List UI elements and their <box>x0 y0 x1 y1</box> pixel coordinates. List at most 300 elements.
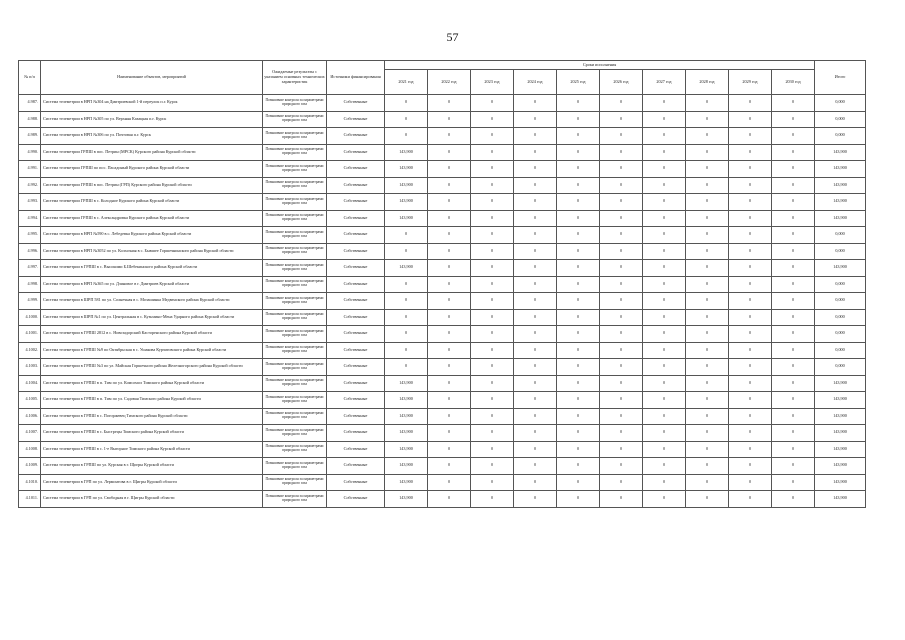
year-value-cell: 0 <box>557 177 600 194</box>
year-value-cell: 0 <box>686 458 729 475</box>
year-value-cell: 0 <box>557 95 600 112</box>
expected-result-cell: Повышение контроля за параметрами природного газа <box>263 95 327 112</box>
funding-source-cell: Собственные <box>327 326 385 343</box>
expected-result-cell: Повышение контроля за параметрами природного газа <box>263 392 327 409</box>
year-value-cell: 0 <box>428 260 471 277</box>
expected-result-cell: Повышение контроля за параметрами природного газа <box>263 227 327 244</box>
expected-result-cell: Повышение контроля за параметрами природного газа <box>263 342 327 359</box>
year-value-cell: 0 <box>686 425 729 442</box>
year-value-cell: 0 <box>600 111 643 128</box>
row-number-cell: 4.990. <box>19 144 41 161</box>
year-value-cell: 0 <box>557 210 600 227</box>
year-value-cell: 0 <box>686 144 729 161</box>
year-value-cell: 0 <box>772 375 815 392</box>
year-value-cell: 0 <box>514 359 557 376</box>
total-cell: 143,900 <box>815 161 866 178</box>
year-value-cell: 0 <box>428 326 471 343</box>
expected-result-cell: Повышение контроля за параметрами природного газа <box>263 474 327 491</box>
table-row <box>19 458 866 475</box>
year-value-cell: 0 <box>772 260 815 277</box>
year-value-cell: 0 <box>471 326 514 343</box>
expected-result-cell: Повышение контроля за параметрами природного газа <box>263 441 327 458</box>
object-name-cell: Система телеметрии в НРП №3052 по ул. Колхозная в с. Бывшее Горшечнинского района Курской области <box>41 243 263 260</box>
expected-result-cell: Повышение контроля за параметрами природного газа <box>263 425 327 442</box>
total-cell: 143,900 <box>815 474 866 491</box>
year-value-cell: 0 <box>471 144 514 161</box>
row-number-cell: 4.1009. <box>19 458 41 475</box>
row-number-cell: 4.1004. <box>19 375 41 392</box>
year-value-cell: 0 <box>471 95 514 112</box>
expected-result-cell: Повышение контроля за параметрами природного газа <box>263 458 327 475</box>
year-value-cell: 0 <box>772 441 815 458</box>
funding-source-cell: Собственные <box>327 392 385 409</box>
year-value-cell: 0 <box>428 210 471 227</box>
year-value-cell: 0 <box>643 441 686 458</box>
year-value-cell: 0 <box>686 375 729 392</box>
year-value-cell: 0 <box>428 194 471 211</box>
year-value-cell: 0 <box>514 491 557 508</box>
year-value-cell: 0 <box>643 177 686 194</box>
year-value-cell: 0 <box>643 326 686 343</box>
year-value-cell: 0 <box>729 326 772 343</box>
expected-result-cell: Повышение контроля за параметрами природного газа <box>263 128 327 145</box>
year-value-cell: 143,900 <box>385 210 428 227</box>
year-value-cell: 0 <box>557 474 600 491</box>
header-year: 2023 год <box>471 70 514 95</box>
year-value-cell: 0 <box>643 161 686 178</box>
object-name-cell: Система телеметрии в ГРПШ по ул. Курская в г. Щигры Курской области <box>41 458 263 475</box>
year-value-cell: 0 <box>385 95 428 112</box>
object-name-cell: Система телеметрии в ШРП 581 по ул. Солнечная в с. Мозашинка Медвенского района Курской области <box>41 293 263 310</box>
total-cell: 143,900 <box>815 177 866 194</box>
object-name-cell: Система телеметрии в НРП №305 по ул. Верхняя Казацкая п.г. Курск <box>41 111 263 128</box>
object-name-cell: Система телеметрии в ГРПШ в с. 1-е Выгорное Тимского района Курской области <box>41 441 263 458</box>
header-num: № п/п <box>19 61 41 95</box>
year-value-cell: 0 <box>428 359 471 376</box>
year-value-cell: 0 <box>772 95 815 112</box>
year-value-cell: 0 <box>772 359 815 376</box>
year-value-cell: 0 <box>643 491 686 508</box>
year-value-cell: 0 <box>729 243 772 260</box>
object-name-cell: Система телеметрии ГРПШ в пос. Петрин (МРСК) Курского района Курской области <box>41 144 263 161</box>
year-value-cell: 0 <box>643 128 686 145</box>
year-value-cell: 0 <box>643 408 686 425</box>
year-value-cell: 0 <box>772 128 815 145</box>
header-years-group: Сроки исполнения <box>385 61 815 70</box>
year-value-cell: 0 <box>600 425 643 442</box>
total-cell: 0,000 <box>815 276 866 293</box>
year-value-cell: 0 <box>772 425 815 442</box>
funding-source-cell: Собственные <box>327 111 385 128</box>
year-value-cell: 0 <box>600 243 643 260</box>
year-value-cell: 0 <box>385 243 428 260</box>
year-value-cell: 0 <box>729 227 772 244</box>
header-year: 2024 год <box>514 70 557 95</box>
total-cell: 0,000 <box>815 95 866 112</box>
total-cell: 143,900 <box>815 441 866 458</box>
year-value-cell: 0 <box>643 194 686 211</box>
year-value-cell: 0 <box>385 342 428 359</box>
year-value-cell: 0 <box>428 111 471 128</box>
funding-source-cell: Собственные <box>327 276 385 293</box>
year-value-cell: 0 <box>772 161 815 178</box>
year-value-cell: 0 <box>385 128 428 145</box>
table-body <box>19 95 866 508</box>
year-value-cell: 0 <box>471 194 514 211</box>
object-name-cell: Система телеметрии ГРПШ в с. Александровка Курского района Курской области <box>41 210 263 227</box>
year-value-cell: 0 <box>600 408 643 425</box>
expected-result-cell: Повышение контроля за параметрами природного газа <box>263 260 327 277</box>
year-value-cell: 0 <box>686 128 729 145</box>
year-value-cell: 0 <box>729 474 772 491</box>
year-value-cell: 0 <box>471 359 514 376</box>
expected-result-cell: Повышение контроля за параметрами природного газа <box>263 243 327 260</box>
year-value-cell: 0 <box>686 491 729 508</box>
year-value-cell: 0 <box>600 276 643 293</box>
object-name-cell: Система телеметрии в ГРПШ 2812 в с. Новозадорский Касторенского района Курской области <box>41 326 263 343</box>
year-value-cell: 0 <box>471 276 514 293</box>
year-value-cell: 0 <box>471 161 514 178</box>
year-value-cell: 143,900 <box>385 491 428 508</box>
expected-result-cell: Повышение контроля за параметрами природного газа <box>263 210 327 227</box>
total-cell: 143,900 <box>815 210 866 227</box>
expected-result-cell: Повышение контроля за параметрами природного газа <box>263 161 327 178</box>
year-value-cell: 0 <box>557 260 600 277</box>
header-year: 2025 год <box>557 70 600 95</box>
year-value-cell: 0 <box>428 342 471 359</box>
year-value-cell: 143,900 <box>385 144 428 161</box>
table-row <box>19 227 866 244</box>
year-value-cell: 0 <box>643 227 686 244</box>
year-value-cell: 0 <box>428 144 471 161</box>
year-value-cell: 0 <box>686 326 729 343</box>
year-value-cell: 0 <box>514 474 557 491</box>
total-cell: 143,900 <box>815 375 866 392</box>
year-value-cell: 0 <box>600 359 643 376</box>
year-value-cell: 0 <box>385 359 428 376</box>
year-value-cell: 0 <box>557 227 600 244</box>
year-value-cell: 0 <box>686 293 729 310</box>
funding-source-cell: Собственные <box>327 491 385 508</box>
year-value-cell: 0 <box>428 474 471 491</box>
year-value-cell: 0 <box>643 260 686 277</box>
year-value-cell: 0 <box>643 458 686 475</box>
year-value-cell: 0 <box>729 425 772 442</box>
table-row <box>19 161 866 178</box>
year-value-cell: 143,900 <box>385 194 428 211</box>
object-name-cell: Система телеметрии в НРП №306 по ул. Почтовая п.г. Курск <box>41 128 263 145</box>
expected-result-cell: Повышение контроля за параметрами природного газа <box>263 491 327 508</box>
year-value-cell: 0 <box>729 194 772 211</box>
object-name-cell: Система телеметрии в ГРПШ №3 по ул. Майская Горшечного района Железногорского района Курской области <box>41 359 263 376</box>
expected-result-cell: Повышение контроля за параметрами природного газа <box>263 359 327 376</box>
row-number-cell: 4.988. <box>19 111 41 128</box>
year-value-cell: 0 <box>643 276 686 293</box>
year-value-cell: 0 <box>557 392 600 409</box>
row-number-cell: 4.991. <box>19 161 41 178</box>
year-value-cell: 0 <box>600 491 643 508</box>
year-value-cell: 0 <box>772 210 815 227</box>
year-value-cell: 0 <box>600 326 643 343</box>
total-cell: 143,900 <box>815 425 866 442</box>
row-number-cell: 4.993. <box>19 194 41 211</box>
year-value-cell: 0 <box>772 111 815 128</box>
investment-program-table <box>18 60 866 508</box>
year-value-cell: 0 <box>514 243 557 260</box>
expected-result-cell: Повышение контроля за параметрами природного газа <box>263 194 327 211</box>
total-cell: 0,000 <box>815 111 866 128</box>
total-cell: 0,000 <box>815 128 866 145</box>
year-value-cell: 0 <box>514 95 557 112</box>
year-value-cell: 0 <box>686 177 729 194</box>
year-value-cell: 0 <box>643 293 686 310</box>
year-value-cell: 0 <box>471 111 514 128</box>
year-value-cell: 0 <box>471 260 514 277</box>
year-value-cell: 0 <box>557 293 600 310</box>
year-value-cell: 0 <box>514 161 557 178</box>
year-value-cell: 0 <box>471 309 514 326</box>
table-row <box>19 293 866 310</box>
year-value-cell: 0 <box>471 441 514 458</box>
year-value-cell: 0 <box>772 194 815 211</box>
year-value-cell: 0 <box>557 441 600 458</box>
expected-result-cell: Повышение контроля за параметрами природного газа <box>263 309 327 326</box>
year-value-cell: 0 <box>471 491 514 508</box>
object-name-cell: Система телеметрии в ГРПШ в с. Высокими Б.Шебекинского района Курской области <box>41 260 263 277</box>
year-value-cell: 0 <box>557 342 600 359</box>
table-row <box>19 111 866 128</box>
table-row <box>19 375 866 392</box>
year-value-cell: 0 <box>729 392 772 409</box>
year-value-cell: 0 <box>557 243 600 260</box>
total-cell: 143,900 <box>815 260 866 277</box>
year-value-cell: 0 <box>729 441 772 458</box>
year-value-cell: 0 <box>729 359 772 376</box>
year-value-cell: 0 <box>686 243 729 260</box>
funding-source-cell: Собственные <box>327 408 385 425</box>
row-number-cell: 4.999. <box>19 293 41 310</box>
year-value-cell: 0 <box>643 425 686 442</box>
object-name-cell: Система телеметрии ГРПШ в с. Колодное Курского района Курской области <box>41 194 263 211</box>
funding-source-cell: Собственные <box>327 342 385 359</box>
year-value-cell: 0 <box>514 309 557 326</box>
year-value-cell: 0 <box>428 491 471 508</box>
total-cell: 143,900 <box>815 408 866 425</box>
year-value-cell: 0 <box>729 95 772 112</box>
funding-source-cell: Собственные <box>327 359 385 376</box>
table-row <box>19 243 866 260</box>
row-number-cell: 4.992. <box>19 177 41 194</box>
year-value-cell: 0 <box>385 111 428 128</box>
year-value-cell: 0 <box>471 392 514 409</box>
header-year: 2027 год <box>643 70 686 95</box>
page-number: 57 <box>446 30 459 44</box>
year-value-cell: 0 <box>471 408 514 425</box>
year-value-cell: 0 <box>729 111 772 128</box>
table-row <box>19 408 866 425</box>
year-value-cell: 0 <box>557 194 600 211</box>
header-year: 2030 год <box>772 70 815 95</box>
year-value-cell: 0 <box>643 309 686 326</box>
row-number-cell: 4.1002. <box>19 342 41 359</box>
year-value-cell: 0 <box>686 342 729 359</box>
year-value-cell: 0 <box>686 441 729 458</box>
year-value-cell: 0 <box>643 144 686 161</box>
row-number-cell: 4.1011. <box>19 491 41 508</box>
year-value-cell: 0 <box>428 293 471 310</box>
year-value-cell: 0 <box>686 210 729 227</box>
object-name-cell: Система телеметрии в НРП №304 на Дмитриевской 1-й переулок п.г. Курск <box>41 95 263 112</box>
year-value-cell: 0 <box>600 441 643 458</box>
table-row <box>19 342 866 359</box>
header-result: Ожидаемые результаты с указанием основных технических характеристик <box>263 61 327 95</box>
year-value-cell: 0 <box>514 260 557 277</box>
year-value-cell: 0 <box>643 474 686 491</box>
expected-result-cell: Повышение контроля за параметрами природного газа <box>263 111 327 128</box>
object-name-cell: Система телеметрии в НРП №365 по ул. Дзиновое в г. Дмитриев Курской области <box>41 276 263 293</box>
year-value-cell: 0 <box>385 326 428 343</box>
year-value-cell: 0 <box>514 326 557 343</box>
year-value-cell: 0 <box>643 342 686 359</box>
object-name-cell: Система телеметрии в ГРПШ в с. Быстрецы Тимского района Курской области <box>41 425 263 442</box>
table-row <box>19 425 866 442</box>
funding-source-cell: Собственные <box>327 309 385 326</box>
year-value-cell: 0 <box>557 161 600 178</box>
year-value-cell: 0 <box>385 293 428 310</box>
year-value-cell: 0 <box>600 128 643 145</box>
funding-source-cell: Собственные <box>327 375 385 392</box>
year-value-cell: 0 <box>557 458 600 475</box>
row-number-cell: 4.1005. <box>19 392 41 409</box>
total-cell: 0,000 <box>815 309 866 326</box>
year-value-cell: 0 <box>514 342 557 359</box>
total-cell: 0,000 <box>815 342 866 359</box>
funding-source-cell: Собственные <box>327 293 385 310</box>
funding-source-cell: Собственные <box>327 474 385 491</box>
year-value-cell: 0 <box>557 144 600 161</box>
year-value-cell: 0 <box>686 309 729 326</box>
year-value-cell: 0 <box>686 474 729 491</box>
year-value-cell: 0 <box>428 227 471 244</box>
row-number-cell: 4.994. <box>19 210 41 227</box>
funding-source-cell: Собственные <box>327 425 385 442</box>
row-number-cell: 4.1003. <box>19 359 41 376</box>
row-number-cell: 4.1001. <box>19 326 41 343</box>
year-value-cell: 0 <box>686 227 729 244</box>
year-value-cell: 0 <box>428 128 471 145</box>
year-value-cell: 0 <box>729 260 772 277</box>
object-name-cell: Система телеметрии ГРПШ по пос. Пасадиный Курского района Курской области <box>41 161 263 178</box>
expected-result-cell: Повышение контроля за параметрами природного газа <box>263 144 327 161</box>
year-value-cell: 0 <box>428 95 471 112</box>
year-value-cell: 0 <box>428 425 471 442</box>
year-value-cell: 0 <box>514 425 557 442</box>
header-year: 2028 год <box>686 70 729 95</box>
row-number-cell: 4.1010. <box>19 474 41 491</box>
expected-result-cell: Повышение контроля за параметрами природного газа <box>263 375 327 392</box>
header-year: 2026 год <box>600 70 643 95</box>
year-value-cell: 0 <box>729 276 772 293</box>
year-value-cell: 0 <box>385 276 428 293</box>
funding-source-cell: Собственные <box>327 144 385 161</box>
row-number-cell: 4.998. <box>19 276 41 293</box>
year-value-cell: 0 <box>557 326 600 343</box>
object-name-cell: Система телеметрии в ГРП по ул. Лермонтова в г. Щигры Курской области <box>41 474 263 491</box>
header-name: Наименование объектов, мероприятий <box>41 61 263 95</box>
table-header <box>19 61 866 95</box>
year-value-cell: 0 <box>729 309 772 326</box>
year-value-cell: 0 <box>729 128 772 145</box>
year-value-cell: 0 <box>557 111 600 128</box>
funding-source-cell: Собственные <box>327 210 385 227</box>
year-value-cell: 0 <box>729 144 772 161</box>
header-year: 2029 год <box>729 70 772 95</box>
total-cell: 0,000 <box>815 293 866 310</box>
year-value-cell: 0 <box>772 243 815 260</box>
object-name-cell: Система телеметрии в НРП №590 в с. Лебедевка Курского района Курской области <box>41 227 263 244</box>
year-value-cell: 143,900 <box>385 474 428 491</box>
year-value-cell: 0 <box>600 375 643 392</box>
expected-result-cell: Повышение контроля за параметрами природного газа <box>263 408 327 425</box>
year-value-cell: 0 <box>686 392 729 409</box>
year-value-cell: 0 <box>428 392 471 409</box>
expected-result-cell: Повышение контроля за параметрами природного газа <box>263 326 327 343</box>
year-value-cell: 143,900 <box>385 260 428 277</box>
year-value-cell: 0 <box>471 342 514 359</box>
object-name-cell: Система телеметрии в ГРПШ в п. Тим по ул. Садовая Тимского района Курской области <box>41 392 263 409</box>
year-value-cell: 0 <box>600 210 643 227</box>
year-value-cell: 0 <box>686 95 729 112</box>
year-value-cell: 0 <box>471 293 514 310</box>
table-row <box>19 326 866 343</box>
year-value-cell: 0 <box>686 111 729 128</box>
total-cell: 143,900 <box>815 458 866 475</box>
year-value-cell: 0 <box>729 177 772 194</box>
year-value-cell: 0 <box>600 161 643 178</box>
year-value-cell: 0 <box>772 326 815 343</box>
table-row <box>19 359 866 376</box>
year-value-cell: 0 <box>471 243 514 260</box>
year-value-cell: 0 <box>428 441 471 458</box>
header-source: Источники финансирования <box>327 61 385 95</box>
funding-source-cell: Собственные <box>327 194 385 211</box>
table-row <box>19 210 866 227</box>
row-number-cell: 4.996. <box>19 243 41 260</box>
year-value-cell: 0 <box>514 177 557 194</box>
total-cell: 0,000 <box>815 243 866 260</box>
year-value-cell: 0 <box>772 293 815 310</box>
year-value-cell: 0 <box>514 111 557 128</box>
investment-program-table-wrap <box>18 60 851 508</box>
year-value-cell: 0 <box>471 458 514 475</box>
row-number-cell: 4.995. <box>19 227 41 244</box>
year-value-cell: 0 <box>557 491 600 508</box>
year-value-cell: 0 <box>600 177 643 194</box>
table-row <box>19 441 866 458</box>
year-value-cell: 0 <box>729 161 772 178</box>
year-value-cell: 0 <box>772 276 815 293</box>
year-value-cell: 0 <box>772 177 815 194</box>
year-value-cell: 0 <box>514 194 557 211</box>
year-value-cell: 143,900 <box>385 408 428 425</box>
year-value-cell: 0 <box>514 144 557 161</box>
year-value-cell: 0 <box>729 375 772 392</box>
year-value-cell: 0 <box>600 194 643 211</box>
table-row <box>19 309 866 326</box>
year-value-cell: 0 <box>729 491 772 508</box>
year-value-cell: 0 <box>643 95 686 112</box>
funding-source-cell: Собственные <box>327 161 385 178</box>
